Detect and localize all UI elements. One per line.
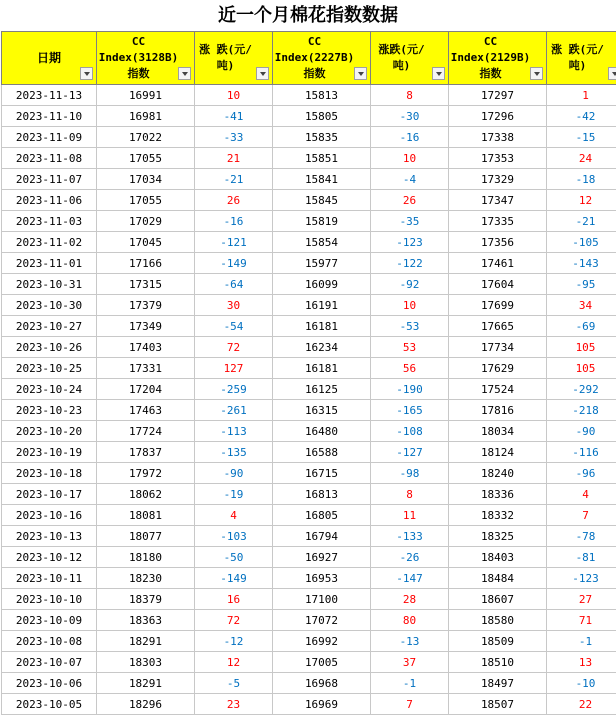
filter-dropdown-icon[interactable] [80,67,93,80]
change-3128b-cell[interactable]: 16 [195,589,273,610]
header-label-line: Index(3128B) [97,50,194,66]
index-2129b-cell[interactable]: 18509 [449,631,547,652]
change-2129b-cell[interactable]: 71 [547,610,616,631]
index-2227b-cell[interactable]: 16191 [273,295,371,316]
change-2129b-cell[interactable]: 7 [547,505,616,526]
change-3128b-cell[interactable]: 127 [195,358,273,379]
table-row [2,190,616,211]
change-3128b-cell[interactable]: 30 [195,295,273,316]
date-cell[interactable]: 2023-10-07 [2,652,97,673]
index-3128b-cell[interactable]: 17724 [97,421,195,442]
table-row [2,232,616,253]
date-cell[interactable]: 2023-10-27 [2,316,97,337]
index-3128b-cell[interactable]: 18180 [97,547,195,568]
change-3128b-cell[interactable]: 4 [195,505,273,526]
index-3128b-cell[interactable]: 17055 [97,190,195,211]
date-cell[interactable]: 2023-11-06 [2,190,97,211]
index-3128b-cell[interactable]: 17463 [97,400,195,421]
index-2227b-cell[interactable]: 15819 [273,211,371,232]
index-3128b-cell[interactable]: 17403 [97,337,195,358]
header-index-2129b[interactable] [449,32,547,85]
index-2129b-cell[interactable]: 17665 [449,316,547,337]
date-cell[interactable]: 2023-10-18 [2,463,97,484]
index-2227b-cell[interactable]: 16805 [273,505,371,526]
index-3128b-cell[interactable]: 18230 [97,568,195,589]
index-2227b-cell[interactable]: 15835 [273,127,371,148]
index-2129b-cell[interactable]: 18403 [449,547,547,568]
index-2129b-cell[interactable]: 18580 [449,610,547,631]
change-3128b-cell[interactable]: -12 [195,631,273,652]
change-2227b-cell[interactable]: 7 [371,694,449,715]
index-2129b-cell[interactable]: 18332 [449,505,547,526]
filter-dropdown-icon[interactable] [608,67,616,80]
header-change-3128b[interactable] [195,32,273,85]
date-cell[interactable]: 2023-11-02 [2,232,97,253]
change-3128b-cell[interactable]: -64 [195,274,273,295]
change-2129b-cell[interactable]: -96 [547,463,616,484]
table-row [2,274,616,295]
change-3128b-cell[interactable]: -33 [195,127,273,148]
index-2129b-cell[interactable]: 17347 [449,190,547,211]
change-3128b-cell[interactable]: -149 [195,568,273,589]
change-3128b-cell[interactable]: -135 [195,442,273,463]
index-2129b-cell[interactable]: 17699 [449,295,547,316]
date-cell[interactable]: 2023-11-10 [2,106,97,127]
index-3128b-cell[interactable]: 17379 [97,295,195,316]
change-2129b-cell[interactable]: -15 [547,127,616,148]
index-2129b-cell[interactable]: 17461 [449,253,547,274]
index-3128b-cell[interactable]: 18291 [97,631,195,652]
change-3128b-cell[interactable]: -113 [195,421,273,442]
change-2129b-cell[interactable]: -123 [547,568,616,589]
table-row [2,442,616,463]
index-2129b-cell[interactable]: 18325 [449,526,547,547]
change-3128b-cell[interactable]: -54 [195,316,273,337]
table-row [2,316,616,337]
change-2129b-cell[interactable]: -143 [547,253,616,274]
table-row [2,295,616,316]
date-cell[interactable]: 2023-10-20 [2,421,97,442]
table-row [2,484,616,505]
table-row [2,610,616,631]
change-2227b-cell[interactable]: -127 [371,442,449,463]
change-3128b-cell[interactable]: -21 [195,169,273,190]
index-2129b-cell[interactable]: 18607 [449,589,547,610]
table-body [2,85,616,715]
change-2227b-cell[interactable]: 11 [371,505,449,526]
change-2227b-cell[interactable]: -98 [371,463,449,484]
header-label-line: CC [273,34,370,50]
index-2227b-cell[interactable]: 15851 [273,148,371,169]
change-3128b-cell[interactable]: -103 [195,526,273,547]
index-2227b-cell[interactable]: 17100 [273,589,371,610]
index-3128b-cell[interactable]: 18296 [97,694,195,715]
change-2227b-cell[interactable]: -53 [371,316,449,337]
table-row [2,463,616,484]
index-3128b-cell[interactable]: 18303 [97,652,195,673]
index-2227b-cell[interactable]: 16968 [273,673,371,694]
filter-dropdown-icon[interactable] [530,67,543,80]
change-3128b-cell[interactable]: 10 [195,85,273,106]
index-2227b-cell[interactable]: 17072 [273,610,371,631]
change-2129b-cell[interactable]: -292 [547,379,616,400]
index-2227b-cell[interactable]: 16794 [273,526,371,547]
date-cell[interactable]: 2023-10-12 [2,547,97,568]
table-row [2,694,616,715]
table-row [2,589,616,610]
table-row [2,253,616,274]
index-2227b-cell[interactable]: 17005 [273,652,371,673]
header-label-line: 吨) [371,58,448,74]
index-3128b-cell[interactable]: 18363 [97,610,195,631]
index-2227b-cell[interactable]: 15977 [273,253,371,274]
table-row [2,148,616,169]
index-2227b-cell[interactable]: 16125 [273,379,371,400]
table-row [2,127,616,148]
change-3128b-cell[interactable]: 72 [195,610,273,631]
date-cell[interactable]: 2023-10-26 [2,337,97,358]
change-2227b-cell[interactable]: -16 [371,127,449,148]
change-2129b-cell[interactable]: -78 [547,526,616,547]
change-2227b-cell[interactable]: 26 [371,190,449,211]
index-3128b-cell[interactable]: 17055 [97,148,195,169]
date-cell[interactable]: 2023-10-19 [2,442,97,463]
change-2227b-cell[interactable]: 53 [371,337,449,358]
filter-dropdown-icon[interactable] [354,67,367,80]
change-2227b-cell[interactable]: 10 [371,148,449,169]
filter-dropdown-icon[interactable] [256,67,269,80]
index-2129b-cell[interactable]: 17335 [449,211,547,232]
change-2227b-cell[interactable]: -133 [371,526,449,547]
change-3128b-cell[interactable]: 26 [195,190,273,211]
index-2227b-cell[interactable]: 16480 [273,421,371,442]
change-3128b-cell[interactable]: 23 [195,694,273,715]
index-2227b-cell[interactable]: 15813 [273,85,371,106]
change-3128b-cell[interactable]: -121 [195,232,273,253]
index-3128b-cell[interactable]: 17837 [97,442,195,463]
date-cell[interactable]: 2023-11-03 [2,211,97,232]
index-3128b-cell[interactable]: 18062 [97,484,195,505]
index-2129b-cell[interactable]: 17296 [449,106,547,127]
change-2129b-cell[interactable]: 105 [547,358,616,379]
header-label-line: 指数 [449,66,546,82]
change-2129b-cell[interactable]: 12 [547,190,616,211]
change-2129b-cell[interactable]: 105 [547,337,616,358]
table-row [2,85,616,106]
index-2227b-cell[interactable]: 16588 [273,442,371,463]
table-row [2,547,616,568]
header-label-line: 吨) [547,58,616,74]
change-2129b-cell[interactable]: -81 [547,547,616,568]
date-cell[interactable]: 2023-11-13 [2,85,97,106]
change-2227b-cell[interactable]: -4 [371,169,449,190]
index-3128b-cell[interactable]: 18291 [97,673,195,694]
change-2129b-cell[interactable]: -90 [547,421,616,442]
date-cell[interactable]: 2023-10-05 [2,694,97,715]
table-row [2,673,616,694]
header-label-line: 涨 跌(元/ [195,42,272,58]
index-2129b-cell[interactable]: 18336 [449,484,547,505]
index-2227b-cell[interactable]: 16099 [273,274,371,295]
index-3128b-cell[interactable]: 17166 [97,253,195,274]
index-2129b-cell[interactable]: 18034 [449,421,547,442]
date-cell[interactable]: 2023-10-06 [2,673,97,694]
index-2129b-cell[interactable]: 17524 [449,379,547,400]
index-2227b-cell[interactable]: 16181 [273,358,371,379]
header-label-line: Index(2227B) [273,50,370,66]
change-2227b-cell[interactable]: 80 [371,610,449,631]
table-row [2,358,616,379]
index-2129b-cell[interactable]: 17734 [449,337,547,358]
date-cell[interactable]: 2023-10-24 [2,379,97,400]
header-row [2,32,616,85]
date-cell[interactable]: 2023-10-17 [2,484,97,505]
index-3128b-cell[interactable]: 17972 [97,463,195,484]
index-2227b-cell[interactable]: 16813 [273,484,371,505]
index-2129b-cell[interactable]: 18507 [449,694,547,715]
change-2227b-cell[interactable]: 8 [371,85,449,106]
date-cell[interactable]: 2023-11-07 [2,169,97,190]
index-2129b-cell[interactable]: 17816 [449,400,547,421]
header-label-line: CC [97,34,194,50]
index-2227b-cell[interactable]: 16927 [273,547,371,568]
index-2129b-cell[interactable]: 18497 [449,673,547,694]
index-2227b-cell[interactable]: 16715 [273,463,371,484]
date-cell[interactable]: 2023-10-30 [2,295,97,316]
index-2227b-cell[interactable]: 15841 [273,169,371,190]
change-2227b-cell[interactable]: -1 [371,673,449,694]
table-row [2,400,616,421]
change-2129b-cell[interactable]: -18 [547,169,616,190]
index-3128b-cell[interactable]: 16981 [97,106,195,127]
index-2129b-cell[interactable]: 18124 [449,442,547,463]
date-cell[interactable]: 2023-10-13 [2,526,97,547]
header-date[interactable] [2,32,97,85]
change-2227b-cell[interactable]: -13 [371,631,449,652]
header-label-line: 吨) [195,58,272,74]
table-row [2,421,616,442]
index-2227b-cell[interactable]: 15845 [273,190,371,211]
index-2129b-cell[interactable]: 17338 [449,127,547,148]
table-row [2,526,616,547]
change-2129b-cell[interactable]: -21 [547,211,616,232]
index-3128b-cell[interactable]: 17204 [97,379,195,400]
change-2227b-cell[interactable]: -108 [371,421,449,442]
change-2129b-cell[interactable]: -218 [547,400,616,421]
sheet-title: 近一个月棉花指数数据 [0,0,616,31]
change-2129b-cell[interactable]: 13 [547,652,616,673]
header-label-line: Index(2129B) [449,50,546,66]
change-2227b-cell[interactable]: -165 [371,400,449,421]
index-3128b-cell[interactable]: 18379 [97,589,195,610]
index-3128b-cell[interactable]: 18081 [97,505,195,526]
date-cell[interactable]: 2023-10-11 [2,568,97,589]
index-2227b-cell[interactable]: 16315 [273,400,371,421]
table-row [2,631,616,652]
date-cell[interactable]: 2023-11-01 [2,253,97,274]
change-2227b-cell[interactable]: -30 [371,106,449,127]
change-3128b-cell[interactable]: -149 [195,253,273,274]
date-cell[interactable]: 2023-10-10 [2,589,97,610]
change-3128b-cell[interactable]: -261 [195,400,273,421]
header-label-line: 指数 [273,66,370,82]
change-3128b-cell[interactable]: 12 [195,652,273,673]
filter-dropdown-icon[interactable] [432,67,445,80]
index-3128b-cell[interactable]: 17029 [97,211,195,232]
date-cell[interactable]: 2023-11-08 [2,148,97,169]
index-2227b-cell[interactable]: 16953 [273,568,371,589]
header-change-2129b[interactable] [547,32,616,85]
index-2129b-cell[interactable]: 17356 [449,232,547,253]
change-2227b-cell[interactable]: -122 [371,253,449,274]
header-index-2227b[interactable] [273,32,371,85]
change-2227b-cell[interactable]: 28 [371,589,449,610]
change-2129b-cell[interactable]: 22 [547,694,616,715]
change-3128b-cell[interactable]: -50 [195,547,273,568]
index-2129b-cell[interactable]: 18484 [449,568,547,589]
header-label-line: CC [449,34,546,50]
table-row [2,652,616,673]
change-3128b-cell[interactable]: -5 [195,673,273,694]
index-2227b-cell[interactable]: 15805 [273,106,371,127]
table-row [2,169,616,190]
change-3128b-cell[interactable]: 72 [195,337,273,358]
change-2227b-cell[interactable]: -26 [371,547,449,568]
change-2129b-cell[interactable]: -69 [547,316,616,337]
change-2129b-cell[interactable]: -42 [547,106,616,127]
date-cell[interactable]: 2023-11-09 [2,127,97,148]
filter-dropdown-icon[interactable] [178,67,191,80]
change-2129b-cell[interactable]: 1 [547,85,616,106]
change-3128b-cell[interactable]: -90 [195,463,273,484]
header-label-line: 涨跌(元/ [371,42,448,58]
header-label-line: 指数 [97,66,194,82]
change-2227b-cell[interactable]: -123 [371,232,449,253]
change-2227b-cell[interactable]: -147 [371,568,449,589]
change-2129b-cell[interactable]: 4 [547,484,616,505]
index-2129b-cell[interactable]: 17629 [449,358,547,379]
index-3128b-cell[interactable]: 17022 [97,127,195,148]
date-cell[interactable]: 2023-10-31 [2,274,97,295]
date-cell[interactable]: 2023-10-16 [2,505,97,526]
cotton-index-table [1,31,616,715]
date-cell[interactable]: 2023-10-08 [2,631,97,652]
date-cell[interactable]: 2023-10-09 [2,610,97,631]
table-row [2,568,616,589]
change-2129b-cell[interactable]: 24 [547,148,616,169]
change-2129b-cell[interactable]: -116 [547,442,616,463]
table-row [2,505,616,526]
change-2129b-cell[interactable]: -10 [547,673,616,694]
table-row [2,337,616,358]
index-3128b-cell[interactable]: 17315 [97,274,195,295]
index-2227b-cell[interactable]: 16181 [273,316,371,337]
change-2227b-cell[interactable]: -35 [371,211,449,232]
change-2227b-cell[interactable]: 8 [371,484,449,505]
header-change-2227b[interactable] [371,32,449,85]
table-row [2,211,616,232]
change-3128b-cell[interactable]: 21 [195,148,273,169]
index-2227b-cell[interactable]: 16234 [273,337,371,358]
index-3128b-cell[interactable]: 17349 [97,316,195,337]
index-2129b-cell[interactable]: 17329 [449,169,547,190]
index-2129b-cell[interactable]: 17604 [449,274,547,295]
index-2129b-cell[interactable]: 18510 [449,652,547,673]
change-2227b-cell[interactable]: -190 [371,379,449,400]
change-2227b-cell[interactable]: 10 [371,295,449,316]
index-2227b-cell[interactable]: 16992 [273,631,371,652]
change-2129b-cell[interactable]: -95 [547,274,616,295]
change-2227b-cell[interactable]: -92 [371,274,449,295]
table-row [2,379,616,400]
index-2227b-cell[interactable]: 15854 [273,232,371,253]
index-2129b-cell[interactable]: 17353 [449,148,547,169]
header-index-3128b[interactable] [97,32,195,85]
table-row [2,106,616,127]
index-3128b-cell[interactable]: 17034 [97,169,195,190]
index-2129b-cell[interactable]: 17297 [449,85,547,106]
change-3128b-cell[interactable]: -16 [195,211,273,232]
date-cell[interactable]: 2023-10-25 [2,358,97,379]
change-2227b-cell[interactable]: 56 [371,358,449,379]
change-2129b-cell[interactable]: -1 [547,631,616,652]
change-3128b-cell[interactable]: -41 [195,106,273,127]
change-2129b-cell[interactable]: 34 [547,295,616,316]
index-3128b-cell[interactable]: 17331 [97,358,195,379]
change-3128b-cell[interactable]: -19 [195,484,273,505]
change-2129b-cell[interactable]: 27 [547,589,616,610]
index-2227b-cell[interactable]: 16969 [273,694,371,715]
change-3128b-cell[interactable]: -259 [195,379,273,400]
header-date-label: 日期 [2,50,96,66]
index-3128b-cell[interactable]: 16991 [97,85,195,106]
header-label-line: 涨 跌(元/ [547,42,616,58]
change-2129b-cell[interactable]: -105 [547,232,616,253]
index-3128b-cell[interactable]: 17045 [97,232,195,253]
change-2227b-cell[interactable]: 37 [371,652,449,673]
index-3128b-cell[interactable]: 18077 [97,526,195,547]
index-2129b-cell[interactable]: 18240 [449,463,547,484]
date-cell[interactable]: 2023-10-23 [2,400,97,421]
